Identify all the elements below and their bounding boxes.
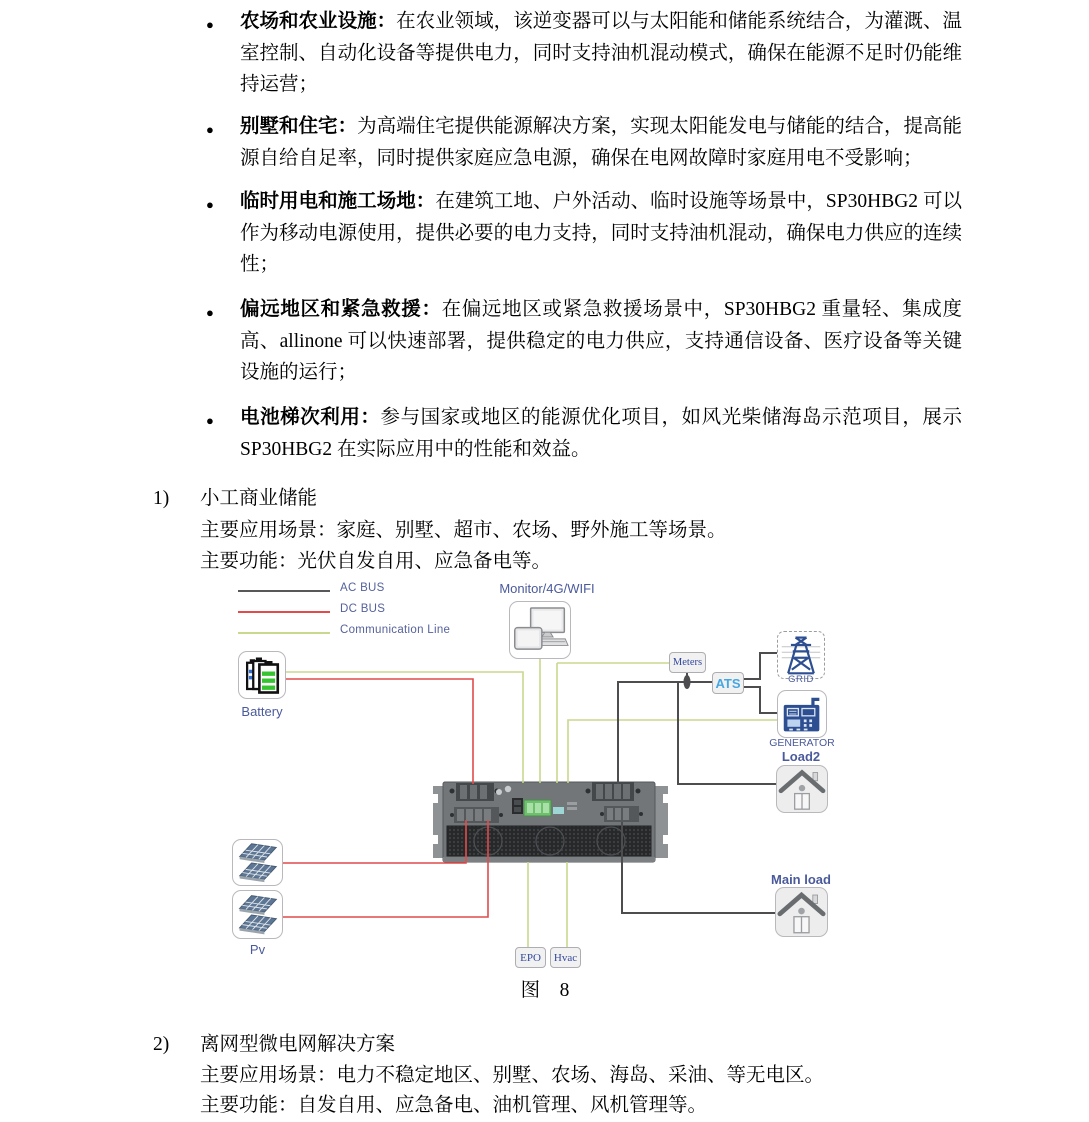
microgrid-diagram xyxy=(0,580,1089,1010)
section-number: 1) xyxy=(153,488,170,509)
bullet-title: 临时用电和施工场地： xyxy=(240,191,436,212)
bullet-marker: ● xyxy=(206,17,214,32)
figure-caption: 图 8 xyxy=(520,980,570,1001)
paragraph: 主要功能：自发自用、应急备电、油机管理、风机管理等。 xyxy=(200,1095,708,1116)
bullet-body: 参与国家或地区的能源优化项目，如风光柴储海岛示范项目，展示 SP30HBG2 在实际应用中的性能和效益。 xyxy=(240,407,962,460)
inverter-image xyxy=(433,782,668,862)
pv-panel-icon xyxy=(232,890,283,939)
paragraph: 主要应用场景：电力不稳定地区、别墅、农场、海岛、采油、等无电区。 xyxy=(200,1065,825,1086)
bullet-title: 电池梯次利用： xyxy=(240,407,381,428)
communication-line-sample xyxy=(238,632,330,634)
section-heading xyxy=(153,482,317,510)
main-load-label: Main load xyxy=(771,872,831,887)
bullet-item xyxy=(205,294,962,389)
bullet-title: 别墅和住宅： xyxy=(240,116,358,137)
grid-label: GRID xyxy=(788,674,814,685)
bullet-body: 在建筑工地、户外活动、临时设施等场景中，SP30HBG2 可以作为移动电源使用，提供必要的电力支持，同时支持油机混动，确保电力供应的连续性； xyxy=(240,191,962,275)
battery-label: Battery xyxy=(241,704,283,719)
bullet-item xyxy=(205,111,962,174)
ac-bus-line-sample xyxy=(238,590,330,592)
section-heading xyxy=(153,1028,395,1056)
ct-sensor-icon xyxy=(684,675,691,689)
bullet-title: 偏远地区和紧急救援： xyxy=(240,299,442,320)
monitor-icon xyxy=(509,601,571,659)
bullet-marker: ● xyxy=(206,122,214,137)
bullet-text xyxy=(240,402,962,465)
ats-box: ATS xyxy=(712,672,744,694)
monitor-label: Monitor/4G/WIFI xyxy=(499,581,595,596)
bullet-body: 在农业领域，该逆变器可以与太阳能和储能系统结合，为灌溉、温室控制、自动化设备等提供电力，同时支持油机混动模式，确保在能源不足时仍能维持运营； xyxy=(240,11,962,95)
bullet-title: 农场和农业设施： xyxy=(240,11,397,32)
bullet-marker: ● xyxy=(206,413,214,428)
meters-box: Meters xyxy=(669,652,706,673)
generator-label: GENERATOR xyxy=(769,737,835,749)
section-title: 小工商业储能 xyxy=(200,488,318,509)
grid-icon xyxy=(777,631,825,679)
bullet-text xyxy=(240,6,962,101)
load2-house-icon xyxy=(776,765,828,813)
pv-panel-icon xyxy=(232,839,283,886)
epo-box: EPO xyxy=(515,947,546,968)
bullet-text xyxy=(240,186,962,281)
bullet-item xyxy=(205,186,962,281)
pv-label: Pv xyxy=(249,942,266,957)
bullet-body: 为高端住宅提供能源解决方案，实现太阳能发电与储能的结合，提高能源自给自足率，同时提供家庭应急电源，确保在电网故障时家庭用电不受影响； xyxy=(240,116,962,169)
bullet-text xyxy=(240,294,962,389)
legend-label: Communication Line xyxy=(340,624,451,636)
bullet-marker: ● xyxy=(206,305,214,320)
bullet-item xyxy=(205,402,962,465)
legend-label: AC BUS xyxy=(340,582,385,594)
bullet-marker: ● xyxy=(206,197,214,212)
section-number: 2) xyxy=(153,1034,170,1055)
hvac-box: Hvac xyxy=(550,947,581,968)
paragraph: 主要功能：光伏自发自用、应急备电等。 xyxy=(200,551,552,572)
paragraph: 主要应用场景：家庭、别墅、超市、农场、野外施工等场景。 xyxy=(200,520,727,541)
bullet-item xyxy=(205,6,962,101)
bullet-body: 在偏远地区或紧急救援场景中，SP30HBG2 重量轻、集成度高、allinone 可以快速部署，提供稳定的电力供应，支持通信设备、医疗设备等关键设施的运行； xyxy=(240,299,962,383)
load2-label: Load2 xyxy=(781,749,821,764)
main-load-house-icon xyxy=(775,887,828,937)
dc-bus-line-sample xyxy=(238,611,330,613)
bullet-text xyxy=(240,111,962,174)
generator-icon xyxy=(777,690,827,738)
legend-label: DC BUS xyxy=(340,603,386,615)
section-title: 离网型微电网解决方案 xyxy=(200,1034,396,1055)
battery-icon xyxy=(238,651,286,699)
